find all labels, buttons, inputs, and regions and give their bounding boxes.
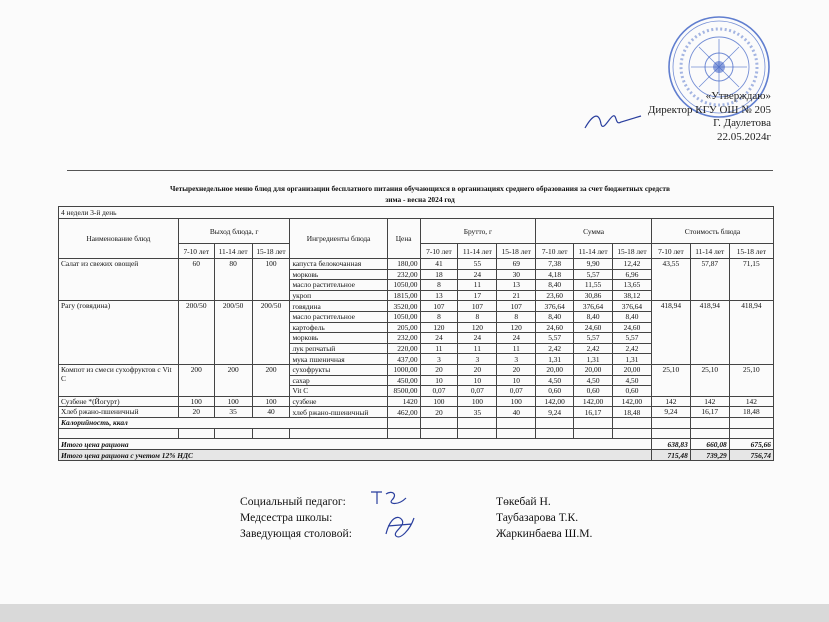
ingredient-sum: 1,31 — [613, 354, 652, 365]
ingredient-brutto: 20 — [420, 364, 458, 375]
total-value: 638,83 — [651, 439, 690, 450]
dish-name: Сузбене *(Йогурт) — [59, 396, 179, 407]
dish-output: 40 — [252, 407, 290, 418]
ingredient-sum: 24,60 — [536, 322, 574, 333]
total-value: 739,29 — [690, 450, 729, 461]
empty-cell — [536, 417, 574, 428]
top-rule — [67, 170, 773, 171]
dish-cost: 25,10 — [651, 364, 690, 396]
ingredient-brutto: 10 — [420, 375, 458, 386]
table-row — [59, 301, 774, 312]
ingredient-sum: 2,42 — [613, 343, 652, 354]
ingredient-sum: 20,00 — [613, 364, 652, 375]
ingredient-sum: 4,50 — [574, 375, 613, 386]
ingredient-sum: 2,42 — [536, 343, 574, 354]
table-row — [59, 407, 774, 418]
signature-name: Таубазарова Т.К. — [496, 511, 579, 524]
dish-name: Хлеб ржано-пшеничный — [59, 407, 179, 418]
empty-cell — [690, 417, 729, 428]
ingredient-sum: 142,00 — [536, 396, 574, 407]
ingredient-name: картофель — [290, 322, 387, 333]
empty-cell — [420, 428, 458, 439]
ingredient-brutto: 10 — [458, 375, 497, 386]
ingredient-price: 3520,00 — [387, 301, 420, 312]
document-title: Четырехнедельное меню блюд для организации бесплатного питания обучающихся в организациях среднего образования за счет бюджетных средств — [169, 184, 671, 193]
empty-cell — [387, 417, 420, 428]
dish-cost: 18,48 — [729, 407, 773, 418]
empty-cell — [729, 428, 773, 439]
empty-cell — [252, 428, 290, 439]
ingredient-brutto: 0,07 — [458, 386, 497, 397]
header-brutto: Брутто, г — [420, 219, 536, 244]
ingredient-brutto: 20 — [497, 364, 536, 375]
ingredient-price: 220,00 — [387, 343, 420, 354]
ingredient-sum: 4,18 — [536, 269, 574, 280]
week-day-label: 4 недели 3-й день — [59, 207, 774, 219]
empty-cell — [59, 428, 179, 439]
ingredient-sum: 9,90 — [574, 259, 613, 270]
ingredient-sum: 18,48 — [613, 407, 652, 418]
ingredient-sum: 5,57 — [613, 333, 652, 344]
ingredient-brutto: 24 — [458, 333, 497, 344]
ingredient-sum: 9,24 — [536, 407, 574, 418]
ingredient-sum: 0,60 — [574, 386, 613, 397]
age-header: 15-18 лет — [613, 244, 652, 259]
calories-row — [59, 417, 774, 428]
signature-icon — [382, 512, 418, 542]
ingredient-sum: 13,65 — [613, 280, 652, 291]
ingredient-name: морковь — [290, 269, 387, 280]
ingredient-brutto: 11 — [420, 343, 458, 354]
signature-role: Социальный педагог: — [240, 495, 346, 508]
ingredient-sum: 30,86 — [574, 290, 613, 301]
ingredient-brutto: 24 — [497, 333, 536, 344]
dish-output: 20 — [178, 407, 214, 418]
header-sum: Сумма — [536, 219, 652, 244]
header-dish: Наименование блюд — [59, 219, 179, 259]
ingredient-brutto: 40 — [497, 407, 536, 418]
total-value: 675,66 — [729, 439, 773, 450]
empty-cell — [574, 428, 613, 439]
approval-heading: «Утверждаю» — [705, 90, 771, 102]
ingredient-brutto: 100 — [458, 396, 497, 407]
total-label: Итого цена рациона с учетом 12% НДС — [59, 450, 652, 461]
ingredient-sum: 0,60 — [536, 386, 574, 397]
signatures-block — [240, 494, 620, 542]
ingredient-sum: 7,38 — [536, 259, 574, 270]
ingredient-brutto: 100 — [420, 396, 458, 407]
ingredient-sum: 2,42 — [574, 343, 613, 354]
ingredient-brutto: 10 — [497, 375, 536, 386]
ingredient-sum: 12,42 — [613, 259, 652, 270]
ingredient-name: капуста белокочанная — [290, 259, 387, 270]
empty-cell — [497, 428, 536, 439]
ingredient-sum: 16,17 — [574, 407, 613, 418]
ingredient-brutto: 107 — [420, 301, 458, 312]
ingredient-brutto: 21 — [497, 290, 536, 301]
ingredient-price: 180,00 — [387, 259, 420, 270]
ingredient-brutto: 17 — [458, 290, 497, 301]
dish-cost: 9,24 — [651, 407, 690, 418]
scanner-border — [0, 604, 829, 622]
ingredient-brutto: 100 — [497, 396, 536, 407]
ingredient-sum: 376,64 — [574, 301, 613, 312]
ingredient-brutto: 120 — [420, 322, 458, 333]
ingredient-sum: 142,00 — [574, 396, 613, 407]
total-row — [59, 450, 774, 461]
dish-output: 100 — [252, 259, 290, 301]
ingredient-sum: 8,40 — [613, 311, 652, 322]
ingredient-brutto: 20 — [420, 407, 458, 418]
empty-cell — [497, 417, 536, 428]
signature-icon — [368, 488, 410, 510]
ingredient-brutto: 3 — [497, 354, 536, 365]
dish-output: 200 — [214, 364, 252, 396]
empty-cell — [613, 428, 652, 439]
dish-output: 35 — [214, 407, 252, 418]
ingredient-sum: 38,12 — [613, 290, 652, 301]
ingredient-name: хлеб ржано-пшеничный — [290, 407, 387, 418]
ingredient-sum: 376,64 — [536, 301, 574, 312]
ingredient-name: сахар — [290, 375, 387, 386]
ingredient-brutto: 41 — [420, 259, 458, 270]
ingredient-brutto: 35 — [458, 407, 497, 418]
approval-position: Директор КГУ ОШ № 205 — [647, 103, 771, 116]
total-label: Итого цена рациона — [59, 439, 652, 450]
table-row — [59, 364, 774, 375]
ingredient-brutto: 8 — [420, 280, 458, 291]
ingredient-sum: 6,96 — [613, 269, 652, 280]
ingredient-brutto: 3 — [420, 354, 458, 365]
empty-cell — [613, 417, 652, 428]
ingredient-brutto: 11 — [458, 343, 497, 354]
ingredient-sum: 5,57 — [536, 333, 574, 344]
signature-role: Медсестра школы: — [240, 511, 333, 524]
ingredient-sum: 24,60 — [613, 322, 652, 333]
empty-cell — [536, 428, 574, 439]
ingredient-name: масло растительное — [290, 311, 387, 322]
ingredient-name: морковь — [290, 333, 387, 344]
age-header: 15-18 лет — [497, 244, 536, 259]
ingredient-brutto: 8 — [420, 311, 458, 322]
ingredient-brutto: 3 — [458, 354, 497, 365]
total-value: 715,48 — [651, 450, 690, 461]
ingredient-sum: 8,40 — [574, 311, 613, 322]
signature-row — [240, 494, 620, 510]
total-row — [59, 439, 774, 450]
document-title-block — [67, 183, 773, 205]
age-header: 11-14 лет — [574, 244, 613, 259]
ingredient-sum: 5,57 — [574, 269, 613, 280]
ingredient-brutto: 120 — [497, 322, 536, 333]
empty-cell — [690, 428, 729, 439]
ingredient-name: мука пшеничная — [290, 354, 387, 365]
age-header: 11-14 лет — [690, 244, 729, 259]
total-value: 660,08 — [690, 439, 729, 450]
ingredient-price: 1050,00 — [387, 280, 420, 291]
dish-cost: 142 — [690, 396, 729, 407]
approval-name: Г. Даулетова — [713, 117, 771, 130]
signature-name: Жаркинбаева Ш.М. — [496, 527, 593, 540]
dish-cost: 25,10 — [729, 364, 773, 396]
ingredient-name: лук репчатый — [290, 343, 387, 354]
dish-output: 200 — [252, 364, 290, 396]
dish-cost: 16,17 — [690, 407, 729, 418]
age-header: 7-10 лет — [178, 244, 214, 259]
ingredient-sum: 376,64 — [613, 301, 652, 312]
ingredient-brutto: 55 — [458, 259, 497, 270]
ingredient-sum: 11,55 — [574, 280, 613, 291]
ingredient-price: 8500,00 — [387, 386, 420, 397]
ingredient-brutto: 11 — [497, 343, 536, 354]
ingredient-price: 1815,00 — [387, 290, 420, 301]
director-signature-icon — [583, 110, 643, 134]
ingredient-price: 462,00 — [387, 407, 420, 418]
empty-cell — [458, 417, 497, 428]
age-header: 11-14 лет — [214, 244, 252, 259]
dish-cost: 418,94 — [729, 301, 773, 365]
ingredient-sum: 1,31 — [536, 354, 574, 365]
empty-cell — [387, 428, 420, 439]
dish-cost: 142 — [651, 396, 690, 407]
dish-name: Рагу (говядина) — [59, 301, 179, 365]
ingredient-brutto: 20 — [458, 364, 497, 375]
dish-cost: 25,10 — [690, 364, 729, 396]
dish-output: 80 — [214, 259, 252, 301]
ingredient-sum: 24,60 — [574, 322, 613, 333]
dish-output: 100 — [214, 396, 252, 407]
ingredient-sum: 4,50 — [536, 375, 574, 386]
empty-cell — [178, 428, 214, 439]
age-header: 11-14 лет — [458, 244, 497, 259]
table-row — [59, 396, 774, 407]
ingredient-sum: 8,40 — [536, 311, 574, 322]
dish-output: 100 — [178, 396, 214, 407]
age-header: 7-10 лет — [536, 244, 574, 259]
dish-output: 100 — [252, 396, 290, 407]
signature-row — [240, 510, 620, 526]
dish-cost: 418,94 — [690, 301, 729, 365]
empty-cell — [651, 428, 690, 439]
ingredient-name: сухофрукты — [290, 364, 387, 375]
ingredient-brutto: 11 — [458, 280, 497, 291]
signature-role: Заведующая столовой: — [240, 527, 352, 540]
dish-output: 200 — [178, 364, 214, 396]
ingredient-name: укроп — [290, 290, 387, 301]
dish-name: Компот из смеси сухофруктов с Vit C — [59, 364, 179, 396]
menu-table — [58, 206, 774, 461]
empty-cell — [729, 417, 773, 428]
ingredient-price: 205,00 — [387, 322, 420, 333]
menu-body — [59, 259, 774, 461]
header-ingredients: Ингредиенты блюда — [290, 219, 387, 259]
ingredient-brutto: 13 — [497, 280, 536, 291]
dish-output: 200/50 — [252, 301, 290, 365]
ingredient-price: 232,00 — [387, 269, 420, 280]
header-output: Выход блюда, г — [178, 219, 290, 244]
document-season: зима - весна 2024 год — [385, 195, 455, 204]
ingredient-name: сузбене — [290, 396, 387, 407]
empty-cell — [290, 428, 387, 439]
dish-name: Салат из свежих овощей — [59, 259, 179, 301]
dish-cost: 142 — [729, 396, 773, 407]
ingredient-name: Vit C — [290, 386, 387, 397]
ingredient-brutto: 120 — [458, 322, 497, 333]
ingredient-brutto: 0,07 — [420, 386, 458, 397]
ingredient-brutto: 13 — [420, 290, 458, 301]
total-value: 756,74 — [729, 450, 773, 461]
dish-output: 200/50 — [178, 301, 214, 365]
ingredient-brutto: 8 — [458, 311, 497, 322]
ingredient-sum: 5,57 — [574, 333, 613, 344]
signature-row — [240, 526, 620, 542]
ingredient-brutto: 107 — [458, 301, 497, 312]
calories-label: Калорийность, ккал — [59, 417, 388, 428]
dish-cost: 43,55 — [651, 259, 690, 301]
header-price: Цена — [387, 219, 420, 259]
ingredient-brutto: 24 — [458, 269, 497, 280]
spacer-row — [59, 428, 774, 439]
table-row — [59, 259, 774, 270]
ingredient-brutto: 0,07 — [497, 386, 536, 397]
empty-cell — [458, 428, 497, 439]
ingredient-name: масло растительное — [290, 280, 387, 291]
dish-output: 200/50 — [214, 301, 252, 365]
ingredient-brutto: 69 — [497, 259, 536, 270]
ingredient-sum: 20,00 — [536, 364, 574, 375]
ingredient-price: 1000,00 — [387, 364, 420, 375]
ingredient-price: 1050,00 — [387, 311, 420, 322]
age-header: 15-18 лет — [729, 244, 773, 259]
ingredient-name: говядина — [290, 301, 387, 312]
approval-block — [571, 90, 771, 144]
age-header: 15-18 лет — [252, 244, 290, 259]
empty-cell — [420, 417, 458, 428]
signature-name: Төкебай Н. — [496, 495, 551, 508]
dish-cost: 418,94 — [651, 301, 690, 365]
dish-cost: 57,87 — [690, 259, 729, 301]
ingredient-sum: 20,00 — [574, 364, 613, 375]
dish-output: 60 — [178, 259, 214, 301]
ingredient-sum: 23,60 — [536, 290, 574, 301]
ingredient-price: 450,00 — [387, 375, 420, 386]
ingredient-brutto: 18 — [420, 269, 458, 280]
ingredient-brutto: 24 — [420, 333, 458, 344]
ingredient-sum: 4,50 — [613, 375, 652, 386]
ingredient-brutto: 30 — [497, 269, 536, 280]
ingredient-price: 232,00 — [387, 333, 420, 344]
ingredient-price: 437,00 — [387, 354, 420, 365]
ingredient-brutto: 107 — [497, 301, 536, 312]
ingredient-price: 1420 — [387, 396, 420, 407]
ingredient-sum: 1,31 — [574, 354, 613, 365]
empty-cell — [214, 428, 252, 439]
ingredient-sum: 8,40 — [536, 280, 574, 291]
dish-cost: 71,15 — [729, 259, 773, 301]
header-cost: Стоимость блюда — [651, 219, 773, 244]
ingredient-sum: 142,00 — [613, 396, 652, 407]
approval-date: 22.05.2024г — [716, 130, 771, 143]
age-header: 7-10 лет — [651, 244, 690, 259]
age-header: 7-10 лет — [420, 244, 458, 259]
ingredient-sum: 0,60 — [613, 386, 652, 397]
empty-cell — [574, 417, 613, 428]
empty-cell — [651, 417, 690, 428]
ingredient-brutto: 8 — [497, 311, 536, 322]
